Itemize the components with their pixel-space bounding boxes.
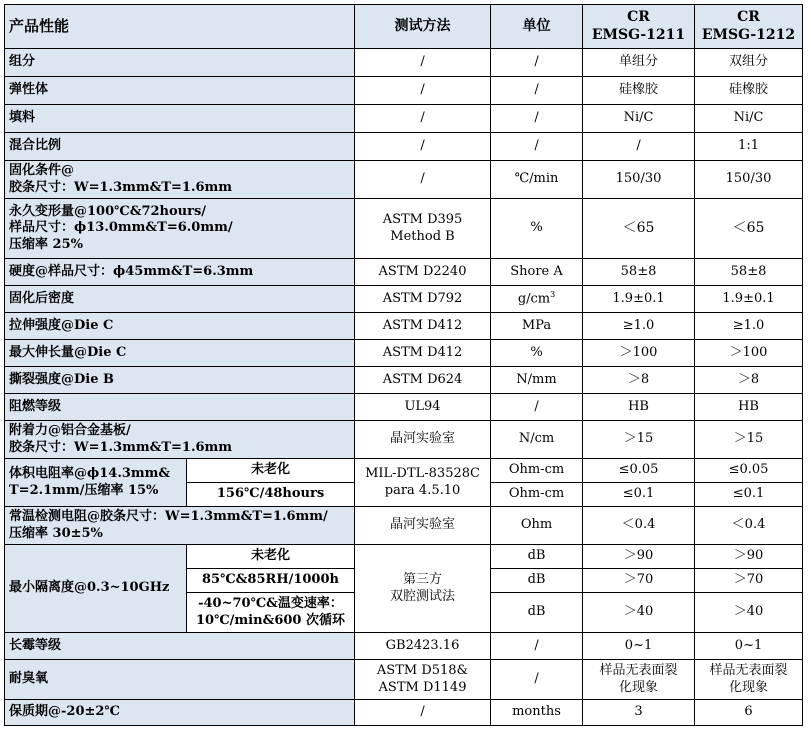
table-row xyxy=(5,507,803,545)
row-value-a: ＞15 xyxy=(583,421,695,459)
table-row xyxy=(5,161,803,199)
row-unit: / xyxy=(491,394,583,421)
table-row xyxy=(5,545,803,569)
row-value-a: 58±8 xyxy=(583,259,695,286)
row-property: 长霉等级 xyxy=(5,633,355,660)
row-value-b: ≤0.05 xyxy=(695,459,803,483)
row-method: 晶河实验室 xyxy=(355,421,491,459)
row-value-b: 1.9±0.1 xyxy=(695,286,803,313)
row-property: 混合比例 xyxy=(5,133,355,161)
header-method: 测试方法 xyxy=(355,5,491,49)
row-value-a: 硅橡胶 xyxy=(583,77,695,105)
row-value-a: 1.9±0.1 xyxy=(583,286,695,313)
row-value-a: ＞8 xyxy=(583,367,695,394)
row-unit: ℃/min xyxy=(491,161,583,199)
row-unit: dB xyxy=(491,569,583,593)
row-value-a: ＜0.4 xyxy=(583,507,695,545)
row-value-a: ≤0.1 xyxy=(583,483,695,507)
row-property: 固化后密度 xyxy=(5,286,355,313)
table-row xyxy=(5,199,803,259)
row-unit: Ohm-cm xyxy=(491,459,583,483)
row-value-b: ＜0.4 xyxy=(695,507,803,545)
table-row xyxy=(5,313,803,340)
row-method: ASTM D518& ASTM D1149 xyxy=(355,660,491,700)
row-unit: / xyxy=(491,133,583,161)
header-col-a: CR EMSG-1211 xyxy=(583,5,695,49)
row-value-b: ＞70 xyxy=(695,569,803,593)
row-property: 附着力@铝合金基板/ 胶条尺寸：W=1.3mm&T=1.6mm xyxy=(5,421,355,459)
row-unit: Ohm xyxy=(491,507,583,545)
row-property: 耐臭氧 xyxy=(5,660,355,700)
row-value-b: ＞8 xyxy=(695,367,803,394)
row-method: GB2423.16 xyxy=(355,633,491,660)
row-value-b: 58±8 xyxy=(695,259,803,286)
row-unit: % xyxy=(491,340,583,367)
row-property: 最大伸长量@Die C xyxy=(5,340,355,367)
row-property: 弹性体 xyxy=(5,77,355,105)
row-method: UL94 xyxy=(355,394,491,421)
row-value-b: 150/30 xyxy=(695,161,803,199)
row-unit: / xyxy=(491,77,583,105)
row-value-a: ≤0.05 xyxy=(583,459,695,483)
row-value-b: ＞15 xyxy=(695,421,803,459)
row-unit: / xyxy=(491,49,583,77)
row-property: 填料 xyxy=(5,105,355,133)
row-value-a: ≥1.0 xyxy=(583,313,695,340)
row-property: 阻燃等级 xyxy=(5,394,355,421)
table-row xyxy=(5,367,803,394)
row-value-b: 样品无表面裂 化现象 xyxy=(695,660,803,700)
row-method: ASTM D792 xyxy=(355,286,491,313)
row-property: 最小隔离度@0.3~10GHz xyxy=(5,545,187,633)
row-method: MIL-DTL-83528C para 4.5.10 xyxy=(355,459,491,507)
row-unit: dB xyxy=(491,593,583,633)
row-value-b: ≥1.0 xyxy=(695,313,803,340)
table-row xyxy=(5,340,803,367)
row-value-b: 双组分 xyxy=(695,49,803,77)
row-property: 组分 xyxy=(5,49,355,77)
table-row xyxy=(5,105,803,133)
header-unit: 单位 xyxy=(491,5,583,49)
row-unit: MPa xyxy=(491,313,583,340)
table-row xyxy=(5,259,803,286)
row-unit: months xyxy=(491,700,583,726)
row-method: ASTM D624 xyxy=(355,367,491,394)
row-unit: dB xyxy=(491,545,583,569)
row-value-a: ＞40 xyxy=(583,593,695,633)
row-property: 拉伸强度@Die C xyxy=(5,313,355,340)
row-value-b: ＜65 xyxy=(695,199,803,259)
row-value-a: / xyxy=(583,133,695,161)
row-property: 固化条件@ 胶条尺寸：W=1.3mm&T=1.6mm xyxy=(5,161,355,199)
row-method: / xyxy=(355,700,491,726)
row-value-a: 150/30 xyxy=(583,161,695,199)
row-value-a: 样品无表面裂 化现象 xyxy=(583,660,695,700)
table-row xyxy=(5,421,803,459)
header-col-b: CR EMSG-1212 xyxy=(695,5,803,49)
row-unit: % xyxy=(491,199,583,259)
row-value-b: Ni/C xyxy=(695,105,803,133)
row-value-a: ＜65 xyxy=(583,199,695,259)
row-property: 硬度@样品尺寸：ϕ45mm&T=6.3mm xyxy=(5,259,355,286)
row-value-a: ＞70 xyxy=(583,569,695,593)
unit-superscript: 3 xyxy=(550,290,556,300)
row-method: 第三方 双腔测试法 xyxy=(355,545,491,633)
row-value-b: 0~1 xyxy=(695,633,803,660)
row-method: ASTM D2240 xyxy=(355,259,491,286)
row-value-b: ＞100 xyxy=(695,340,803,367)
row-property: 撕裂强度@Die B xyxy=(5,367,355,394)
row-unit: N/cm xyxy=(491,421,583,459)
table-row xyxy=(5,133,803,161)
row-method: ASTM D412 xyxy=(355,340,491,367)
row-value-a: ＞100 xyxy=(583,340,695,367)
row-subcondition: 未老化 xyxy=(187,545,355,569)
row-value-a: 单组分 xyxy=(583,49,695,77)
row-value-a: ＞90 xyxy=(583,545,695,569)
row-method: / xyxy=(355,77,491,105)
table-row xyxy=(5,700,803,726)
row-method: 晶河实验室 xyxy=(355,507,491,545)
row-subcondition: 未老化 xyxy=(187,459,355,483)
table-row xyxy=(5,77,803,105)
row-value-b: ＞40 xyxy=(695,593,803,633)
header-property: 产品性能 xyxy=(5,5,355,49)
row-unit: Shore A xyxy=(491,259,583,286)
table-row xyxy=(5,49,803,77)
row-value-b: 硅橡胶 xyxy=(695,77,803,105)
row-unit: / xyxy=(491,660,583,700)
row-method: / xyxy=(355,49,491,77)
spec-table-container xyxy=(4,4,803,726)
table-row xyxy=(5,459,803,483)
row-value-b: 1:1 xyxy=(695,133,803,161)
row-property: 永久变形量@100℃&72hours/ 样品尺寸：ϕ13.0mm&T=6.0mm/ 压缩率 25% xyxy=(5,199,355,259)
row-value-a: Ni/C xyxy=(583,105,695,133)
row-unit: / xyxy=(491,633,583,660)
row-unit: / xyxy=(491,105,583,133)
header-row xyxy=(5,5,803,49)
row-value-b: ≤0.1 xyxy=(695,483,803,507)
row-property: 体积电阻率@ϕ14.3mm& T=2.1mm/压缩率 15% xyxy=(5,459,187,507)
row-value-a: HB xyxy=(583,394,695,421)
table-row xyxy=(5,394,803,421)
row-property: 保质期@-20±2℃ xyxy=(5,700,355,726)
row-method: / xyxy=(355,105,491,133)
unit-base: g/cm xyxy=(517,291,551,307)
table-row xyxy=(5,633,803,660)
row-method: ASTM D412 xyxy=(355,313,491,340)
row-method: ASTM D395 Method B xyxy=(355,199,491,259)
row-subcondition: 85℃&85RH/1000h xyxy=(187,569,355,593)
row-value-a: 0~1 xyxy=(583,633,695,660)
row-method: / xyxy=(355,161,491,199)
row-property: 常温检测电阻@胶条尺寸：W=1.3mm&T=1.6mm/ 压缩率 30±5% xyxy=(5,507,355,545)
row-method: / xyxy=(355,133,491,161)
table-row xyxy=(5,660,803,700)
row-unit xyxy=(491,286,583,313)
row-unit: Ohm-cm xyxy=(491,483,583,507)
row-subcondition: -40~70℃&温变速率： 10℃/min&600 次循环 xyxy=(187,593,355,633)
row-unit: N/mm xyxy=(491,367,583,394)
table-row xyxy=(5,286,803,313)
row-value-b: 6 xyxy=(695,700,803,726)
product-spec-table xyxy=(4,4,803,726)
row-value-a: 3 xyxy=(583,700,695,726)
row-value-b: HB xyxy=(695,394,803,421)
row-subcondition: 156℃/48hours xyxy=(187,483,355,507)
row-value-b: ＞90 xyxy=(695,545,803,569)
